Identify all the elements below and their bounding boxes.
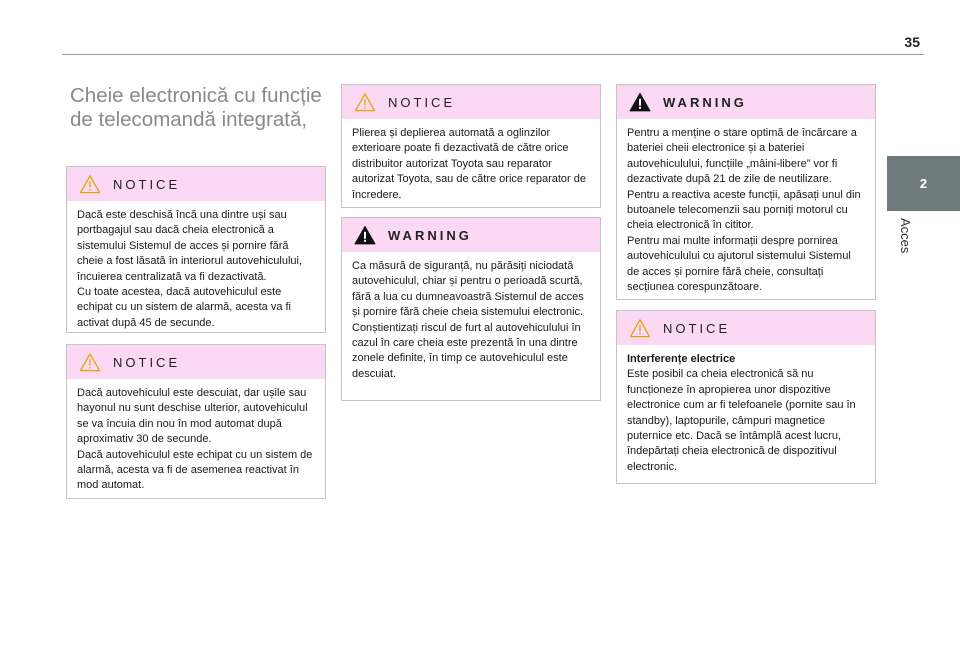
notice-paragraph: Cu toate acestea, dacă autovehiculul este echipat cu un sistem de alarmă, acesta va fi activat după 45 de secunde. (77, 286, 291, 329)
warning-body (342, 252, 600, 390)
notice-body (617, 345, 875, 483)
notice-paragraph: Dacă este deschisă încă una dintre uși sau portbagajul sau dacă cheia electronică a sistemului Sistemul de acces și pornire fără cheie a fost lăsată în interiorul autovehiculului, încuierea centralizată va fi dezactivată. (77, 209, 303, 283)
notice-body (67, 201, 325, 339)
notice-body (342, 119, 600, 211)
top-divider (62, 54, 924, 55)
notice-box-interference (616, 310, 876, 484)
warning-outline-icon (629, 318, 651, 338)
warning-outline-icon (79, 352, 101, 372)
notice-header (342, 85, 600, 119)
warning-box-battery (616, 84, 876, 300)
notice-box-doors-open (66, 166, 326, 333)
warning-outline-icon (354, 92, 376, 112)
warning-header (617, 85, 875, 119)
notice-label: NOTICE (663, 320, 731, 336)
notice-header (617, 311, 875, 345)
warning-label: WARNING (663, 94, 747, 110)
warning-filled-icon (629, 92, 651, 112)
notice-label: NOTICE (113, 354, 181, 370)
warning-paragraph: Pentru mai multe informații despre pornirea autovehiculului cu ajutorul sistemului Sistemul de acces și pornire fără cheie, consultați secțiunea corespunzătoare. (627, 234, 851, 294)
notice-header (67, 167, 325, 201)
notice-label: NOTICE (113, 176, 181, 192)
chapter-number: 2 (919, 176, 928, 191)
notice-box-mirrors (341, 84, 601, 208)
chapter-label: Acces (898, 218, 913, 254)
warning-label: WARNING (388, 227, 472, 243)
warning-paragraph: Ca măsură de siguranță, nu părăsiți niciodată autovehiculul, chiar și pentru o perioadă scurtă, fără a lua cu dumneavoastră Sistemul de acces și pornire fără cheie cheia sistemului electronic. (352, 260, 584, 319)
warning-header (342, 218, 600, 252)
page-number: 35 (904, 34, 920, 50)
warning-box-theft (341, 217, 601, 401)
notice-paragraph: Dacă autovehiculul este echipat cu un sistem de alarmă, acesta va fi de asemenea reactivat în mod automat. (77, 448, 313, 492)
notice-body (67, 379, 325, 502)
notice-paragraph: Este posibil ca cheia electronică să nu funcționeze în apropierea unor dispozitive electronice cum ar fi telefoanele (pornite sau în standby), laptopurile, câmpuri magnetice puternice etc. Dacă se întâmplă acest lucru, îndepărtați cheia electronică de dispozitivul electronic. (627, 368, 856, 473)
notice-paragraph: Dacă autovehiculul este descuiat, dar ușile sau hayonul nu sunt deschise ulterior, autovehiculul se va încuia din nou în mod automat după aproximativ 30 de secunde. (77, 387, 308, 446)
warning-body (617, 119, 875, 303)
notice-box-auto-relock (66, 344, 326, 499)
chapter-tab[interactable] (887, 156, 960, 211)
warning-paragraph: Pentru a menține o stare optimă de încărcare a bateriei cheii electronice și a bateriei autovehiculului, funcțiile „mâini-libere” vor fi dezactivate după 21 de zile de neutilizare. (627, 127, 857, 186)
notice-label: NOTICE (388, 94, 456, 110)
notice-subtitle: Interferențe electrice (627, 353, 736, 365)
section-title: Cheie electronică cu funcție de telecomandă integrată, (70, 84, 322, 131)
warning-paragraph: Conștientizați riscul de furt al autovehiculului în cazul în care cheia este prezentă în una dintre zonele definite, în timp ce autovehiculul este descuiat. (352, 321, 581, 380)
notice-header (67, 345, 325, 379)
warning-filled-icon (354, 225, 376, 245)
warning-paragraph: Pentru a reactiva aceste funcții, apăsați unul din butoanele telecomenzii sau porniți motorul cu cheia electronică în cititor. (627, 188, 861, 232)
notice-paragraph: Plierea și deplierea automată a oglinzilor exterioare poate fi dezactivată de către orice distribuitor autorizat Toyota sau reparator autorizat Toyota, sau de către orice reparator de încredere. (352, 127, 586, 201)
warning-outline-icon (79, 174, 101, 194)
